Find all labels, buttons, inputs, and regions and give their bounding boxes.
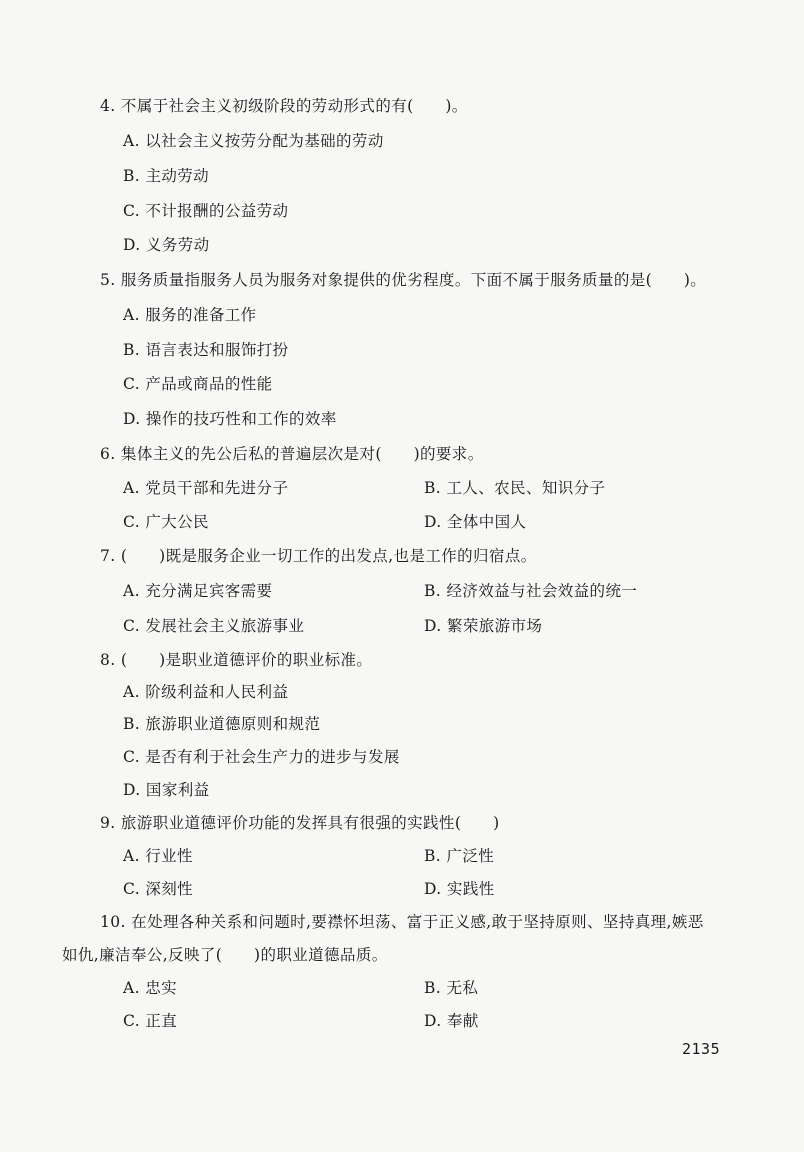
- option: A. 党员干部和先进分子: [123, 479, 289, 497]
- option: B. 主动劳动: [123, 167, 210, 185]
- option: A. 服务的准备工作: [123, 306, 257, 324]
- question-stem-continued: 如仇,廉洁奉公,反映了( )的职业道德品质。: [62, 946, 388, 964]
- option: D. 实践性: [424, 880, 495, 898]
- option: A. 行业性: [123, 847, 193, 865]
- option: C. 不计报酬的公益劳动: [123, 202, 289, 220]
- option: A. 忠实: [123, 979, 178, 997]
- question-stem: 7. ( )既是服务企业一切工作的出发点,也是工作的归宿点。: [100, 547, 537, 565]
- option: D. 国家利益: [123, 781, 210, 799]
- option: B. 经济效益与社会效益的统一: [424, 582, 638, 600]
- option: B. 旅游职业道德原则和规范: [123, 715, 321, 733]
- option: B. 无私: [424, 979, 479, 997]
- option: A. 充分满足宾客需要: [123, 582, 273, 600]
- question-stem: 9. 旅游职业道德评价功能的发挥具有很强的实践性( ): [100, 814, 500, 832]
- option: A. 阶级利益和人民利益: [123, 683, 289, 701]
- option: D. 全体中国人: [424, 513, 527, 531]
- option: B. 语言表达和服饰打扮: [123, 341, 289, 359]
- option: D. 奉献: [424, 1012, 479, 1030]
- option: C. 正直: [123, 1012, 178, 1030]
- option: C. 是否有利于社会生产力的进步与发展: [123, 748, 400, 766]
- page-number: 2135: [682, 1040, 721, 1058]
- question-stem: 4. 不属于社会主义初级阶段的劳动形式的有( )。: [100, 97, 468, 115]
- option: C. 广大公民: [123, 513, 209, 531]
- option: D. 操作的技巧性和工作的效率: [123, 410, 337, 428]
- question-stem: 8. ( )是职业道德评价的职业标准。: [100, 651, 373, 669]
- question-stem: 10. 在处理各种关系和问题时,要襟怀坦荡、富于正义感,敢于坚持原则、坚持真理,嫉恶: [100, 913, 704, 931]
- option: B. 工人、农民、知识分子: [424, 479, 606, 497]
- option: A. 以社会主义按劳分配为基础的劳动: [123, 132, 384, 150]
- option: C. 产品或商品的性能: [123, 375, 273, 393]
- option: D. 义务劳动: [123, 236, 210, 254]
- option: C. 深刻性: [123, 880, 194, 898]
- question-stem: 5. 服务质量指服务人员为服务对象提供的优劣程度。下面不属于服务质量的是( )。: [100, 271, 707, 289]
- option: B. 广泛性: [424, 847, 495, 865]
- option: D. 繁荣旅游市场: [424, 617, 543, 635]
- option: C. 发展社会主义旅游事业: [123, 617, 305, 635]
- question-stem: 6. 集体主义的先公后私的普遍层次是对( )的要求。: [100, 445, 484, 463]
